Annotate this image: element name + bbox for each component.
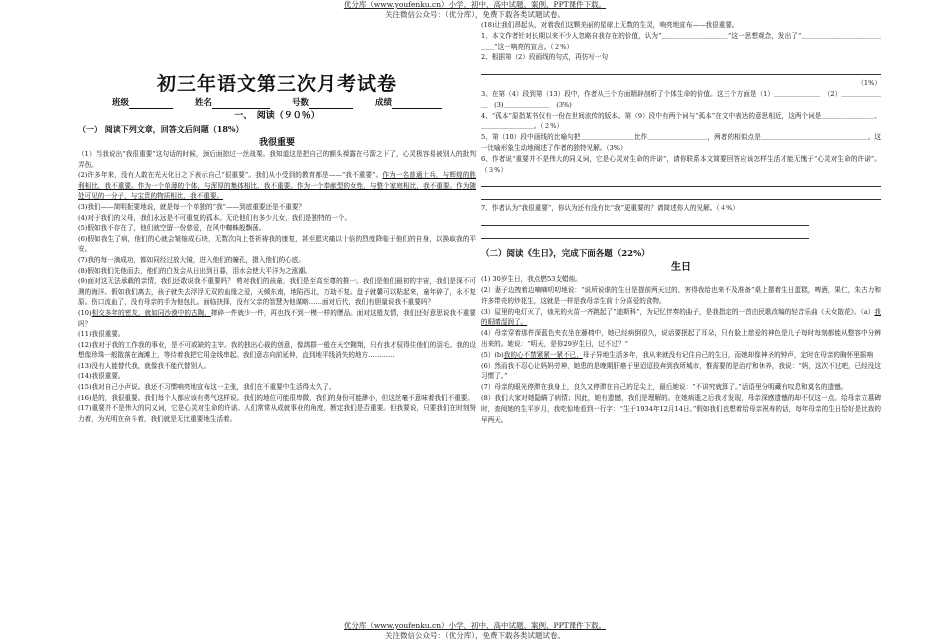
answer-line[interactable] [481,177,881,187]
passage2-body [481,274,881,425]
paragraph: (2)许多年来，没有人敢在光天化日之下表示自己“很重要”。我们从小受到的教育都是——“我不重要”。作为一名普通士兵，与辉煌的胜利相比，我不重要。作为一个单薄的个体，与浑厚的集体相比，我不重要。作为一个奉献型的女性，与整个家庭相比，我不重要。作为随处可见的一分子，与宝贵的物质相比，我不重要。 [78,171,476,201]
underlined-sentence-a: 我的眼睛湿润了。 [481,307,881,327]
paragraph: (3）屋里的电灯灭了，烛光的火苗一齐跳起了“迪斯科”，为记忆伴奏的曲子，是我指定的一首由民歌改编的轻音乐曲《天女散花》。（a）我的眼睛湿润了。 [481,307,881,327]
left-column [78,20,476,620]
paragraph: (4）母亲穿着那件深蓝色夹衣坐在藤椅中，她已经病倒很久，说话要抿起了耳朵，只有脸上慈爱的神色是儿子每时每刻都能从整容中分辨出来的。她说：“明天，是你29岁生日，过不过？” [481,329,881,348]
paragraph: (11)我很重要。 [78,330,125,339]
question-6: 6、作者说“重要并不是伟大的同义词，它是心灵对生命的许诺”，请你联系本文简要回答应该怎样生活才能无愧于“心灵对生命的许诺”。（３%） [481,154,881,174]
page-header [0,0,950,19]
paragraph: (18)让我们昂起头，对着我们这颗美丽的星球上无数的生灵，响亮地宣布——我很重要。 [481,21,739,29]
paragraph: (5）(b)我的心不禁紧紧一紧不已，母子异地生活多年，我从来就没有记住自己的生日，而她却像神圣的钟声，定时在母亲的胸怀里摇响 [481,350,873,359]
paragraph: (10)相交多年的密友，就如同沙漠中的古陶，摔碎一件就少一件，再也找不到一模一样的赝品。面对这般友情，我们还好意思说我不重要吗？ [78,308,476,328]
footer-line-1: 优分库（www.youfenku.cn）小学、初中、高中试题、案例、PPT课件下载。 [343,621,607,630]
paragraph: (8）我们大家对她隐瞒了病情；因此，她有遗憾，我们是理解的。在她病逝之后我才发现，母亲深感遗憾的却不仅这一点。给母亲立墓碑时，查阅她的生平岁月，我吃惊地看到一行字：“生于1934年12月14日。”假如我们也想着给母亲祝寿的话，每年母亲的生日恰好是比我的早两天。 [481,393,881,424]
question-2: 2、根据第（2）段画线的句式，再仿写一句 [481,53,609,62]
paragraph: (6)假如我生了病，他们的心就会皱缩成石块，无数次向上苍祈祷我的康复，甚至愿灾痛以十倍的烈度降临于他们的自身，以换取我的平安。 [78,234,476,254]
question-3: 3、在第（4）段到第（13）段中，作者从三个方面精辟剖析了个体生命的价值。这三个方面是（1）＿＿＿＿＿＿＿ （2）＿＿＿＿＿＿＿ (3)＿＿＿＿＿＿＿ (3%) [481,89,881,109]
answer-line[interactable] [481,216,809,226]
header-line-1: 优分库（www.youfenku.cn）小学、初中、高中试题、案例、PPT课件下载。 [343,0,607,9]
paragraph: (7）母亲的眼光停滞在我身上，良久又停滞在自己的足尖上，最后她说：“不讲究就算了。”话语里分明藏有叹息和莫名的遗憾。 [481,383,848,392]
passage2-title: 生日 [671,262,691,274]
score-field[interactable]: 成绩 [375,97,442,109]
answer-line[interactable] [481,229,809,239]
paragraph: (15)我对自己小声说。我还不习惯响亮地宣布这一主张，我们在不重要中生活得太久了。 [78,383,336,392]
part2-instruction: （二）阅读《生日》，完成下面各题（22%） [481,249,650,260]
page-footer [0,621,950,640]
paragraph: (6）然而我不忍心让妈妈劳神，她患的是晚期肝癌于里迢迢投奔到我所城市，惟需要的是治疗和休养，我说：“妈，这次不过吧，已经没这习惯了。” [481,361,881,381]
paragraph: (4)对于我们的父母，我们永远是不可重复的孤本。无论他们有多少儿女，我们是独特的一个。 [78,213,352,222]
paragraph: (8)假如我们先他而去，他们的白发会从日出到日暮，泪水会使大平洋为之涨潮。 [78,266,312,275]
question-2-score: （1%） [857,79,881,88]
paragraph: (12)我对于我的工作我的事业，是不可或缺的主宰。我的独出心裁的创意，像鸽群一般在天空翱翔，只有我才驭得住他们的羽毛。我的设想像珍珠一般散落在海滩上，等待着我把它用金线串起。我们意志向前延伸，直到地平线消失的地方………… [78,340,476,360]
section-heading-reading: 一、 阅读（９０％） [234,111,320,121]
name-field[interactable]: 姓名 [195,97,270,109]
paragraph: (3)我们——简明扼要地说，就是每一个单独的“我”——到底重要还是不重要？ [78,202,306,211]
answer-line[interactable] [481,190,881,200]
paragraph: (16)是的，我很重要。我们每个人都应该有勇气这样说。我们的地位可能很卑微，我们的身份可能渺小，但这丝毫不意味着我们不重要。 [78,393,474,402]
paragraph: （1）当我说出“我很重要”这句话的时候，颈后面掠过一丝战栗。我知道这是把自己的额头裸露在弓箭之下了，心灵极容易被别人的批判弄伤。 [78,150,476,169]
paragraph: (7)我的每一滴成功，都如同经过放大镜，进入他们的瞳孔，摄入他们的心底。 [78,255,305,264]
question-4: 4、“孤本”原指某书仅有一份在世间流传的版本。第（9）段中有两个词与“孤本”在文中表达的意思相近，这两个词是＿＿＿＿＿＿＿＿、＿＿＿＿＿＿＿＿。（２%） [481,111,881,131]
answer-line[interactable] [481,65,881,75]
paragraph: (17)重要并不是伟大的同义词，它是心灵对生命的许诺。人们常常从成就事业的角度，断定我们是否重要。但我要说，只要我们在时刻努力着，为光明在奋斗着，我们就是无比重要地生活着。 [78,404,476,423]
paragraph: (5)假如我不存在了，他们就空留一份慈爱，在风中蜘蛛般飘荡。 [78,224,266,233]
paragraph: (13)没有人能替代我，就像我不能代替别人。 [78,361,211,370]
paragraph: (9)面对这无法承载的亲情，我们还敢说我不重要吗？ 剪对我们的孩童，我们是至高至尊的推一。我们是他们最初的宇宙，我们是深不可测的海洋。假如我们离去，孩子就失去浮浮无双的血缘之爱，天倾东南，地陷西北，万劫不复。盘子就馨可以粘起来，童年碎了，永不复原。伤口流血了，没有母亲的手为他包扎。面临抉择，没有父亲的智慧为他谋略……面对后代，我们有胆量说我不重要吗？ [78,277,476,307]
passage1-title: 我很重要 [258,138,295,148]
underlined-sentences: 作为一名普通士兵，与辉煌的胜利相比，我不重要。作为一个单薄的个体，与浑厚的集体相比，我不重要。作为一个奉献型的女性，与整个家庭相比，我不重要。作为随处可见的一分子，与宝贵的物质相比，我不重要。 [78,171,476,201]
student-info-row [78,97,476,109]
footer-line-2: 关注微信公众号：（优分库），免费下载各类试题试卷。 [385,630,565,640]
exam-title: 初三年语文第三次月考试卷 [156,73,397,95]
underlined-metaphor: 相交多年的密友，就如同沙漠中的古陶， [91,308,211,317]
paragraph: (2）妻子边拽着边嘀嘀叨叨地说：“说所说谁的生日是提前两天过的，害得我给也来不及准备”桌上摆着生日蛋糕，啤酒，果仁，朱古力和许多带壳的炒花生，这就是一样是我母亲生前十分喜爱的食物。 [481,285,881,305]
right-column [481,20,881,620]
paragraph: (1) 30岁生日，我点燃53支蜡烛。 [481,275,582,284]
header-line-2: 关注微信公众号：（优分库），免费下载各类试题试卷。 [385,9,565,19]
paragraph: (14)我很重要。 [78,372,125,381]
passage1-body [78,149,476,424]
number-field[interactable]: 号数 [292,97,353,109]
question-7: 7、作者认为“我很重要”，你认为还有没有比“我”更重要的？请简述你人的见解。（４%） [481,204,740,213]
underlined-sentence-b: 我的心不禁紧紧一紧不已， [503,350,583,359]
part1-instruction: （一） 阅读下列文章，回答文后问题（18%） [78,124,244,134]
class-field[interactable]: 班级 [112,97,173,109]
question-5: 5、第（10）段中画线的比喻句把＿＿＿＿＿＿＿＿比作＿＿＿＿＿＿＿＿＿，两者的相似点是＿＿＿＿＿＿＿＿＿＿＿＿＿＿＿＿。这一比喻形象生动地阐述了作者的独特见解。（3%） [481,133,881,152]
question-1: 1、本文作者针对长期以来不少人忽略自我存在的价值，认为“＿＿＿＿＿＿＿＿＿＿”这一思想观念，发出了“＿＿＿＿＿＿＿＿＿＿＿＿＿＿”这一响亮的宣言。（２%） [481,31,881,51]
